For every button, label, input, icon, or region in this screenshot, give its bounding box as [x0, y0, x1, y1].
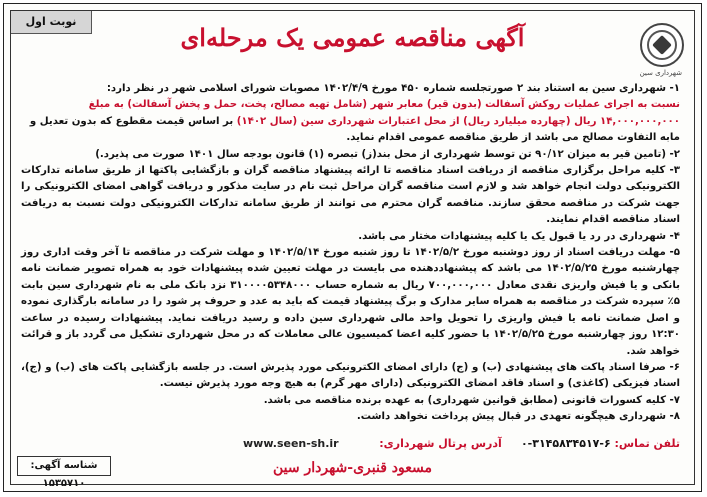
paragraph-4: ۴- شهرداری در رد یا قبول یک یا کلیه پیشنهادات مختار می باشد. — [358, 230, 680, 242]
paragraph-3: ۳- کلیه مراحل برگزاری مناقصه از دریافت اسناد مناقصه تا ارائه پیشنهاد مناقصه گران و بازگشایی پاکتها از طریق سامانه تدارکات الکترونیکی دولت انجام خواهد شد و لازم است مناقصه گران مراحل ثبت نام در سایت مذکور و دریافت گواهی امضای الکترونیکی را جهت شرکت در مناقصه محقق سازند. مناقصه گران محترم می توانند از طریق سامانه تدارکات الکترونیکی دولت نسبت به دریافت اسناد مناقصه اقدام نمایند. — [21, 165, 680, 226]
signer-name: مسعود قنبری-شهردار سین — [273, 460, 432, 476]
p1-line-2: نسبت به اجرای عملیات روکش آسفالت (بدون قیر) معابر شهر (شامل تهیه مصالح، پخت، حمل و پخش آسفالت) به مبلغ — [88, 99, 680, 111]
paragraph-7: ۷- کلیه کسورات قانونی (مطابق قوانین شهرداری) به عهده برنده مناقصه می باشد. — [263, 394, 680, 406]
p1-line-3-tail: بر اساس قیمت مقطوع که بدون تعدیل و — [29, 115, 237, 127]
logo-ring — [647, 30, 677, 60]
paragraph-1 — [21, 81, 680, 147]
ad-id-label: شناسه آگهی: — [30, 460, 98, 471]
header — [11, 11, 694, 81]
phone-label: تلفن تماس: — [614, 437, 680, 450]
footer — [11, 422, 694, 489]
paragraph-8: ۸- شهرداری هیچگونه تعهدی در قبال پیش پرداخت نخواهد داشت. — [356, 411, 680, 423]
ad-id-box — [17, 456, 111, 489]
municipality-logo-icon — [640, 23, 684, 67]
paragraph-2: ۲- (تامین قیر به میزان ۹۰/۱۲ تن توسط شهرداری از محل بند(ز) تبصره (۱) قانون بودجه سال ۱۴۰۱ صورت می پذیرد.) — [95, 148, 680, 160]
phone-number: ۶-۳۱۴۵۸۳۴۵۱۷-۰ — [520, 437, 611, 450]
portal-label: آدرس پرتال شهرداری: — [379, 437, 502, 450]
page-title: آگهی مناقصه عمومی یک مرحله‌ای — [180, 23, 525, 52]
announcement-body — [21, 81, 680, 426]
website-link[interactable]: www.seen-sh.ir — [243, 437, 339, 450]
ad-id-value: ۱۵۳۵۷۱۰ — [42, 478, 86, 489]
announcement-inner-border — [10, 10, 695, 489]
edition-badge: نوبت اول — [11, 11, 92, 34]
p1-line-1: ۱- شهرداری سین به استناد بند ۲ صورتجلسه شماره ۴۵۰ مورخ ۱۴۰۲/۴/۹ مصوبات شورای اسلامی شهر در نظر دارد: — [106, 83, 680, 94]
logo-core — [652, 35, 672, 55]
paragraph-5: ۵- مهلت دریافت اسناد از روز دوشنبه مورخ ۱۴۰۲/۵/۲ تا روز شنبه مورخ ۱۴۰۲/۵/۱۴ و مهلت شرکت در مناقصه تا آخر وقت اداری روز چهارشنبه مورخ ۱۴۰۲/۵/۲۵ می باشد که پیشنهاددهنده می بایست در مهلت تعیین شده پیشنهادات خود به همراه تصویر ضمانت نامه بانکی و یا فیش واریزی نقدی معادل ۷۰۰,۰۰۰,۰۰۰ ریال به شماره حساب ۳۱۰۰۰۰۵۳۴۸۰۰۰ نزد بانک ملی به نام شهرداری سین بابت ۵٪ سپرده شرکت در مناقصه به همراه سایر مدارک و برگ پیشنهاد قیمت که باید به عدد و حروف پر شود را در سامانه بارگذاری نموده و اصل ضمانت نامه یا فیش واریزی را تحویل واحد مالی شهرداری سین داده و رسید دریافت نماید. پیشنهادات رسیده در ساعت ۱۲:۳۰ روز چهارشنبه مورخ ۱۴۰۲/۵/۲۵ با حضور کلیه اعضا کمیسیون عالی معاملات که در محل شهرداری تشکیل می گردد باز و قرائت خواهد شد. — [21, 247, 681, 357]
contact-line — [379, 437, 680, 450]
p1-line-3: ۱۴,۰۰۰,۰۰۰,۰۰۰ ریال (چهارده میلیارد ریال) از محل اعتبارات شهرداری سین (سال ۱۴۰۲) — [236, 115, 680, 127]
announcement-frame — [3, 3, 702, 492]
paragraph-6: ۶- صرفا اسناد پاکت های پیشنهادی (ب) و (ج) دارای امضای الکترونیکی مورد پذیرش است. در جلسه بازگشایی پاکت های (ب) و (ج)، اسناد فیزیکی (کاغذی) و اسناد فاقد امضای الکترونیکی (دارای مهر گرم) به هیچ وجه مورد پذیرش نیست. — [21, 361, 680, 390]
logo-caption: شهرداری سین — [639, 69, 682, 77]
p1-line-4: مابه التفاوت مصالح می باشد از طریق مناقصه عمومی اقدام نماید. — [346, 132, 680, 144]
